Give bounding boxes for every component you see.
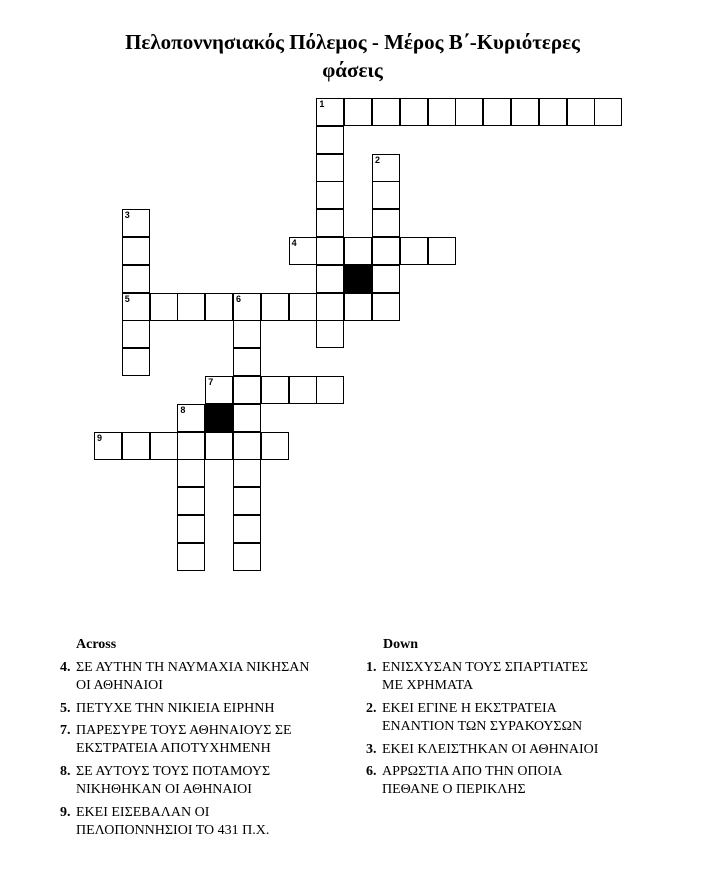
down-clue-6 xyxy=(366,763,651,799)
clue-text: ΣΕ ΑΥΤΟΥΣ ΤΟΥΣ ΠΟΤΑΜΟΥΣ xyxy=(76,764,271,779)
grid-cell[interactable] xyxy=(316,126,344,154)
down-clue-1 xyxy=(366,659,651,695)
clue-number: 1. xyxy=(366,660,377,675)
clue-number: 6. xyxy=(366,764,377,779)
grid-cell[interactable] xyxy=(483,98,511,126)
grid-cell[interactable] xyxy=(177,487,205,515)
grid-cell[interactable] xyxy=(567,98,595,126)
clue-text: ΕΚΕΙ ΕΓΙΝΕ Η ΕΚΣΤΡΑΤΕΙΑ xyxy=(382,701,557,716)
across-clue-4 xyxy=(60,659,345,695)
down-clue-2 xyxy=(366,700,651,736)
grid-cell[interactable] xyxy=(372,154,400,182)
clue-text: ΕΚΕΙ ΚΛΕΙΣΤΗΚΑΝ ΟΙ ΑΘΗΝΑΙΟΙ xyxy=(382,742,599,757)
clue-text: ΕΝΙΣΧΥΣΑΝ ΤΟΥΣ ΣΠΑΡΤΙΑΤΕΣ xyxy=(382,660,588,675)
grid-cell[interactable] xyxy=(177,459,205,487)
grid-cell[interactable] xyxy=(233,515,261,543)
grid-cell[interactable] xyxy=(455,98,483,126)
grid-cell[interactable] xyxy=(344,98,372,126)
cell-number: 6 xyxy=(236,293,242,304)
grid-cell[interactable] xyxy=(261,376,289,404)
grid-cell[interactable] xyxy=(122,432,150,460)
grid-cell[interactable] xyxy=(233,320,261,348)
clue-number: 2. xyxy=(366,701,377,716)
grid-cell[interactable] xyxy=(177,515,205,543)
grid-cell[interactable] xyxy=(400,237,428,265)
grid-cell[interactable] xyxy=(122,265,150,293)
grid-cell[interactable] xyxy=(122,237,150,265)
grid-cell[interactable] xyxy=(289,376,317,404)
grid-cell[interactable] xyxy=(511,98,539,126)
grid-cell[interactable] xyxy=(122,293,150,321)
across-clue-7 xyxy=(60,722,345,758)
cell-number: 3 xyxy=(124,210,130,221)
grid-cell[interactable] xyxy=(372,209,400,237)
grid-cell[interactable] xyxy=(233,459,261,487)
grid-cell[interactable] xyxy=(205,293,233,321)
clue-text: ΑΡΡΩΣΤΙΑ ΑΠΟ ΤΗΝ ΟΠΟΙΑ xyxy=(382,764,563,779)
clue-number: 7. xyxy=(60,723,71,738)
cell-number: 1 xyxy=(319,99,325,109)
cell-number: 8 xyxy=(180,404,186,415)
clue-text: ΕΚΣΤΡΑΤΕΙΑ ΑΠΟΤΥΧΗΜΕΝΗ xyxy=(76,741,271,756)
grid-cell[interactable] xyxy=(539,98,567,126)
grid-cell[interactable] xyxy=(316,98,344,126)
grid-cell[interactable] xyxy=(428,98,456,126)
grid-cell[interactable] xyxy=(233,348,261,376)
grid-cell[interactable] xyxy=(316,181,344,209)
across-clue-9 xyxy=(60,804,345,840)
title-line-2: φάσεις xyxy=(322,58,383,82)
clue-text: ΕΚΕΙ ΕΙΣΕΒΑΛΑΝ ΟΙ xyxy=(76,805,210,820)
grid-cell[interactable] xyxy=(261,293,289,321)
grid-cell[interactable] xyxy=(372,181,400,209)
clue-text: ΣΕ ΑΥΤΗΝ ΤΗ ΝΑΥΜΑΧΙΑ ΝΙΚΗΣΑΝ xyxy=(76,660,310,675)
clue-number: 3. xyxy=(366,742,377,757)
grid-cell[interactable] xyxy=(316,320,344,348)
grid-cell[interactable] xyxy=(94,432,122,460)
grid-cell[interactable] xyxy=(177,432,205,460)
grid-cell[interactable] xyxy=(400,98,428,126)
grid-cell[interactable] xyxy=(344,293,372,321)
grid-cell[interactable] xyxy=(261,432,289,460)
cell-number: 4 xyxy=(291,238,297,248)
grid-cell[interactable] xyxy=(233,376,261,404)
across-clue-5 xyxy=(60,700,345,718)
clue-text: ΕΝΑΝΤΙΟΝ ΤΩΝ ΣΥΡΑΚΟΥΣΩΝ xyxy=(382,719,583,734)
clue-text: ΝΙΚΗΘΗΚΑΝ ΟΙ ΑΘΗΝΑΙΟΙ xyxy=(76,782,252,797)
grid-cell[interactable] xyxy=(316,209,344,237)
grid-cell[interactable] xyxy=(372,293,400,321)
grid-cell[interactable] xyxy=(122,320,150,348)
grid-cell[interactable] xyxy=(233,487,261,515)
blocked-cell xyxy=(205,404,233,432)
grid-cell[interactable] xyxy=(372,98,400,126)
grid-cell[interactable] xyxy=(344,237,372,265)
grid-cell[interactable] xyxy=(316,293,344,321)
grid-cell[interactable] xyxy=(289,237,317,265)
grid-cell[interactable] xyxy=(150,432,178,460)
grid-cell[interactable] xyxy=(122,209,150,237)
clue-text: ΜΕ ΧΡΗΜΑΤΑ xyxy=(382,678,474,693)
grid-cell[interactable] xyxy=(177,293,205,321)
across-clue-8 xyxy=(60,763,345,799)
grid-cell[interactable] xyxy=(594,98,622,126)
grid-cell[interactable] xyxy=(316,154,344,182)
grid-cell[interactable] xyxy=(316,376,344,404)
grid-cell[interactable] xyxy=(233,432,261,460)
grid-cell[interactable] xyxy=(205,432,233,460)
down-heading: Down xyxy=(383,637,419,652)
grid-cell[interactable] xyxy=(122,348,150,376)
blocked-cell xyxy=(344,265,372,293)
grid-cell[interactable] xyxy=(205,376,233,404)
grid-cell[interactable] xyxy=(177,543,205,571)
grid-cell[interactable] xyxy=(428,237,456,265)
grid-cell[interactable] xyxy=(150,293,178,321)
grid-cell[interactable] xyxy=(289,293,317,321)
grid-cell[interactable] xyxy=(177,404,205,432)
clue-text: ΟΙ ΑΘΗΝΑΙΟΙ xyxy=(76,678,163,693)
grid-cell[interactable] xyxy=(316,265,344,293)
grid-cell[interactable] xyxy=(233,293,261,321)
cell-number: 7 xyxy=(208,377,214,387)
grid-cell[interactable] xyxy=(233,404,261,432)
title-line-1: Πελοποννησιακός Πόλεμος - Μέρος Β΄-Κυριότερες xyxy=(125,30,580,54)
clue-number: 5. xyxy=(60,701,71,716)
clue-text: ΠΕΘΑΝΕ Ο ΠΕΡΙΚΛΗΣ xyxy=(382,782,526,797)
grid-cell[interactable] xyxy=(233,543,261,571)
clue-text: ΠΑΡΕΣΥΡΕ ΤΟΥΣ ΑΘΗΝΑΙΟΥΣ ΣΕ xyxy=(76,723,292,738)
clue-number: 8. xyxy=(60,764,71,779)
across-heading: Across xyxy=(76,637,117,652)
down-clue-3 xyxy=(366,741,651,759)
grid-cell[interactable] xyxy=(372,237,400,265)
clue-text: ΠΕΛΟΠΟΝΝΗΣΙΟΙ ΤΟ 431 Π.Χ. xyxy=(76,823,270,838)
cell-number: 5 xyxy=(124,293,130,304)
grid-cell[interactable] xyxy=(372,265,400,293)
clue-number: 4. xyxy=(60,660,71,675)
grid-cell[interactable] xyxy=(316,237,344,265)
cell-number: 9 xyxy=(97,432,103,443)
clue-number: 9. xyxy=(60,805,71,820)
clue-text: ΠΕΤΥΧΕ ΤΗΝ ΝΙΚΙΕΙΑ ΕΙΡΗΝΗ xyxy=(76,701,275,716)
cell-number: 2 xyxy=(375,154,381,165)
